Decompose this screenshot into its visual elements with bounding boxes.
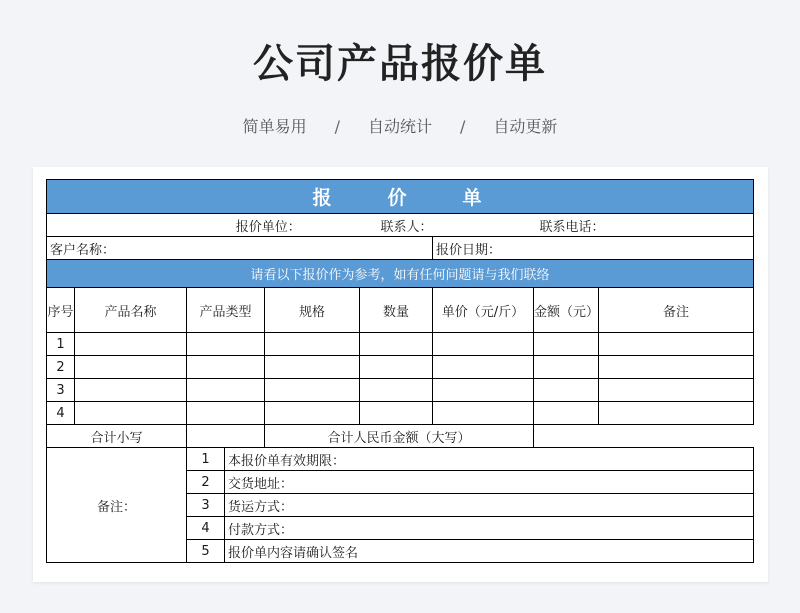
tag-separator: /	[460, 117, 466, 136]
col-header: 规格	[265, 288, 360, 333]
subtotal-value[interactable]	[187, 425, 265, 448]
quote-sheet	[46, 179, 753, 563]
table-row	[47, 402, 754, 425]
cell[interactable]	[360, 333, 433, 356]
total-cn-value[interactable]	[534, 425, 754, 448]
cell[interactable]	[433, 356, 534, 379]
cell[interactable]	[75, 402, 187, 425]
cell[interactable]	[265, 333, 360, 356]
customer-label: 客户名称：	[47, 237, 433, 260]
quote-sheet-card	[33, 167, 768, 582]
row-number: 1	[47, 333, 75, 356]
remark-number: 1	[187, 448, 225, 471]
cell[interactable]	[534, 333, 599, 356]
cell[interactable]	[265, 379, 360, 402]
contact-label: 联系人：	[433, 214, 599, 237]
cell[interactable]	[534, 379, 599, 402]
col-header: 数量	[360, 288, 433, 333]
total-row	[47, 425, 754, 448]
row-number: 2	[47, 356, 75, 379]
col-header: 产品类型	[187, 288, 265, 333]
remark-number: 4	[187, 517, 225, 540]
cell[interactable]	[75, 356, 187, 379]
feature-tags	[0, 114, 800, 137]
row-number: 3	[47, 379, 75, 402]
tag-separator: /	[334, 117, 340, 136]
remark-text: 付款方式：	[225, 517, 754, 540]
remarks-label: 备注：	[47, 448, 187, 563]
cell[interactable]	[599, 402, 754, 425]
tag-easy: 简单易用	[242, 117, 307, 136]
cell[interactable]	[599, 379, 754, 402]
cell[interactable]	[360, 379, 433, 402]
sheet-header: 报 价 单	[47, 180, 754, 214]
cell[interactable]	[187, 356, 265, 379]
date-label: 报价日期：	[433, 237, 754, 260]
remark-number: 3	[187, 494, 225, 517]
remark-number: 5	[187, 540, 225, 563]
cell[interactable]	[534, 402, 599, 425]
table-row	[47, 379, 754, 402]
row-number: 4	[47, 402, 75, 425]
col-header: 金额（元）	[534, 288, 599, 333]
page-title: 公司产品报价单	[253, 41, 547, 87]
table-row	[47, 356, 754, 379]
tag-auto-stat: 自动统计	[367, 117, 432, 136]
cell[interactable]	[187, 333, 265, 356]
remark-text: 货运方式：	[225, 494, 754, 517]
col-header: 产品名称	[75, 288, 187, 333]
cell[interactable]	[433, 402, 534, 425]
cell[interactable]	[75, 379, 187, 402]
remark-text: 报价单内容请确认签名	[225, 540, 754, 563]
cell[interactable]	[75, 333, 187, 356]
cell[interactable]	[360, 356, 433, 379]
notice-bar: 请看以下报价作为参考，如有任何问题请与我们联络	[47, 260, 754, 288]
remark-number: 2	[187, 471, 225, 494]
total-cn-label: 合计人民币金额（大写）	[265, 425, 534, 448]
quote-unit-label: 报价单位：	[47, 214, 433, 237]
cell[interactable]	[599, 333, 754, 356]
phone-label: 联系电话：	[599, 214, 754, 237]
cell[interactable]	[187, 402, 265, 425]
column-header-row	[47, 288, 754, 333]
col-header: 序号	[47, 288, 75, 333]
remark-text: 交货地址：	[225, 471, 754, 494]
cell[interactable]	[187, 379, 265, 402]
subtotal-label: 合计小写	[47, 425, 187, 448]
cell[interactable]	[534, 356, 599, 379]
cell[interactable]	[265, 356, 360, 379]
remarks-table	[46, 447, 754, 563]
cell[interactable]	[265, 402, 360, 425]
remark-text: 本报价单有效期限：	[225, 448, 754, 471]
col-header: 单价（元/斤）	[433, 288, 534, 333]
table-row	[47, 333, 754, 356]
cell[interactable]	[360, 402, 433, 425]
quote-table	[46, 179, 754, 448]
col-header: 备注	[599, 288, 754, 333]
cell[interactable]	[599, 356, 754, 379]
cell[interactable]	[433, 333, 534, 356]
remark-row	[47, 448, 754, 471]
cell[interactable]	[433, 379, 534, 402]
tag-auto-update: 自动更新	[493, 117, 558, 136]
